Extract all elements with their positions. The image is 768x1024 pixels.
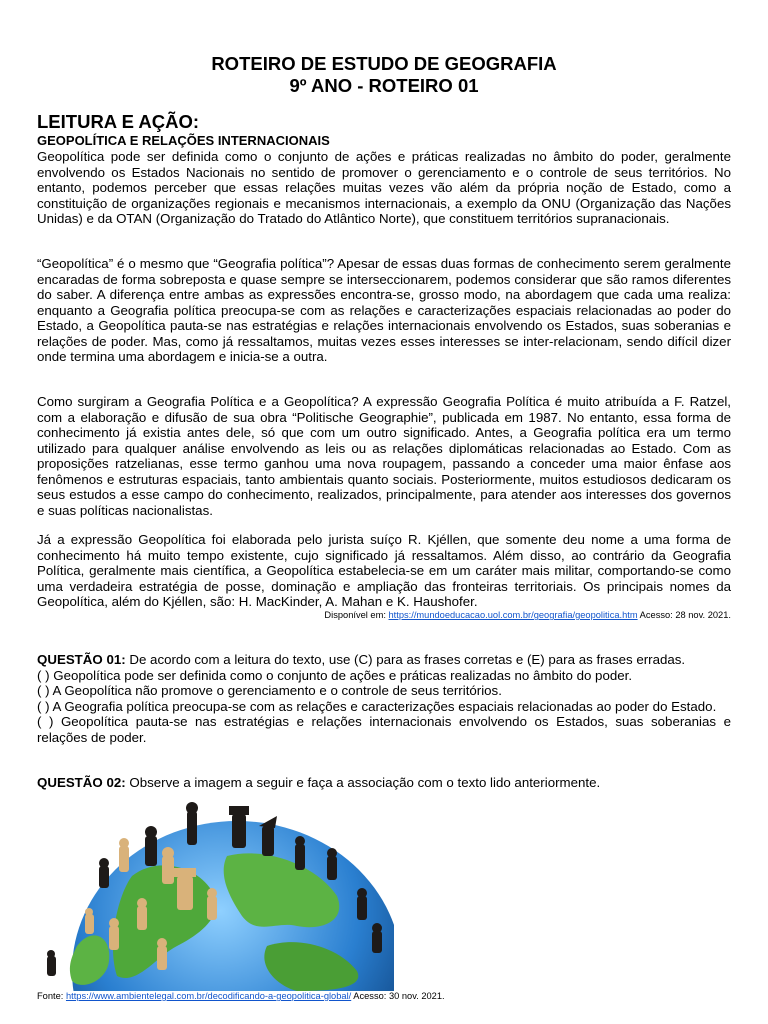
section-title: LEITURA E AÇÃO:: [37, 111, 200, 132]
paragraph-2: “Geopolítica” é o mesmo que “Geografia política”? Apesar de essas duas formas de conhecimento serem geralmente encaradas de forma sobreposta e quase sempre se interseccionarem, podemos considerar que são ramos diferentes do saber. A diferença entre ambas as expressões encontra-se, grosso modo, na abordagem que cada uma realiza: enquanto a Geografia política preocupa-se com as relações e caracterizações espaciais relacionadas ao poder do Estado, a Geopolítica pauta-se nas estratégias e relações internacionais envolvendo os Estados, suas soberanias e relações de poder. Mas, como já ressaltamos, muitas vezes esses interesses se inter-relacionam, sendo difícil dizer onde termina uma abordagem e inicia-se a outra.: [37, 256, 731, 364]
source-link-2[interactable]: https://www.ambientelegal.com.br/decodificando-a-geopolitica-global/: [65, 991, 352, 1001]
question-1-item: ( ) A Geopolítica não promove o gerenciamento e o controle de seus territórios.: [37, 683, 502, 698]
globe-chess-illustration: [37, 796, 394, 991]
question-1: [37, 652, 731, 745]
source-access-date: Acesso: 30 nov. 2021.: [351, 991, 445, 1001]
paragraph-4: Já a expressão Geopolítica foi elaborada pelo jurista suíço R. Kjéllen, que somente deu nome a uma forma de conhecimento há muito tempo existente, cujo significado já ressaltamos. Além disso, ao contrário da Geografia Política, geralmente mais científica, a Geopolítica estabelecia-se em um caráter mais militar, comportando-se como uma verdadeira estratégia de posse, dominação e ampliação das fronteiras territoriais. Os principais nomes da Geopolítica, além do Kjéllen, são: H. MacKinder, A. Mahan e K. Haushofer.: [37, 532, 731, 609]
document-title: ROTEIRO DE ESTUDO DE GEOGRAFIA: [211, 53, 557, 74]
source-prefix: Disponível em:: [324, 610, 389, 620]
source-prefix: Fonte:: [37, 991, 66, 1001]
globe-chess-image: [37, 796, 394, 991]
question-2-label: QUESTÃO 02:: [37, 775, 126, 790]
source-citation-1: [324, 610, 731, 621]
question-1-item: ( ) Geopolítica pode ser definida como o conjunto de ações e práticas realizadas no âmbito do poder.: [37, 667, 633, 683]
paragraph-3: Como surgiram a Geografia Política e a Geopolítica? A expressão Geografia Política é muito atribuída a F. Ratzel, com a elaboração e difusão de sua obra “Politische Geographie”, publicada em 1987. No entanto, essa forma de conhecimento já existia antes dele, só que com um outro significado. Antes, a Geografia política era um termo utilizado para qualquer análise envolvendo as leis ou as relações diplomáticas relacionadas ao Estado. Com as proposições ratzelianas, esse termo ganhou uma nova roupagem, passando a conceder uma maior ênfase aos fenômenos e estruturas espaciais, tanto ambientais quanto sociais. Posteriormente, muitos estudiosos dedicaram os seus estudos a esse campo do conhecimento, realizados, principalmente, para atender aos interesses dos governos e suas políticas nacionalistas.: [37, 394, 731, 518]
question-2: [37, 775, 731, 791]
source-access-date: Acesso: 28 nov. 2021.: [637, 610, 731, 620]
question-1-label: QUESTÃO 01:: [37, 652, 126, 667]
document-subtitle: 9º ANO - ROTEIRO 01: [289, 75, 479, 96]
source-citation-2: [37, 991, 445, 1002]
question-2-text: Observe a imagem a seguir e faça a associação com o texto lido anteriormente.: [125, 775, 601, 790]
section-subtitle: GEOPOLÍTICA E RELAÇÕES INTERNACIONAIS: [37, 133, 330, 148]
question-1-text: De acordo com a leitura do texto, use (C) para as frases corretas e (E) para as frases erradas.: [125, 652, 686, 667]
source-link-1[interactable]: https://mundoeducacao.uol.com.br/geografia/geopolitica.htm: [388, 610, 638, 620]
paragraph-1: Geopolítica pode ser definida como o conjunto de ações e práticas realizadas no âmbito do poder, geralmente envolvendo os Estados Nacionais no sentido de promover o gerenciamento e o controle de seus territórios. No entanto, podemos perceber que essas relações muitas vezes vão além da própria noção de Estado, como a constituição de organizações regionais e mecanismos internacionais, a exemplo da ONU (Organização das Nações Unidas) e da OTAN (Organização do Tratado do Atlântico Norte), que constituem territórios supranacionais.: [37, 149, 731, 226]
question-1-item: ( ) Geopolítica pauta-se nas estratégias e relações internacionais envolvendo os Estados, suas soberanias e relações de poder.: [37, 714, 731, 745]
question-1-item: ( ) A Geografia política preocupa-se com as relações e caracterizações espaciais relacionadas ao poder do Estado.: [37, 698, 717, 714]
